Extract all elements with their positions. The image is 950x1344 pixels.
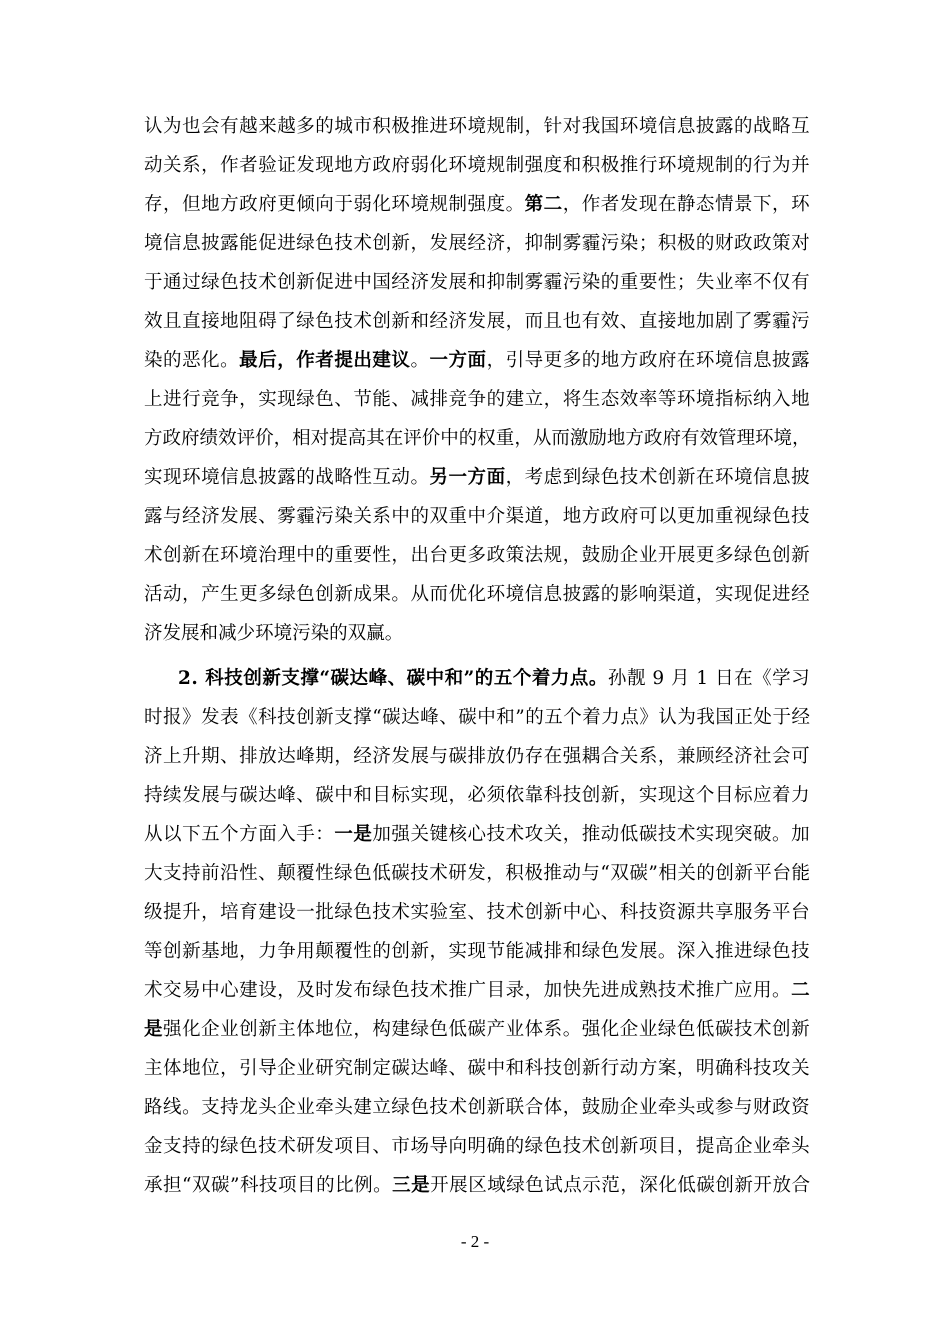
- page-number: - 2 -: [460, 1232, 490, 1251]
- text-line: 大 支 持 前 沿 性 、 颠 覆 性 绿 色 低 碳 技 术 研 发 ， 积 极 推 动 与 “ 双 碳 ” 相 关 的 创 新 平 台 能: [144, 863, 810, 884]
- paragraph-1: [144, 107, 810, 653]
- text-line: 动 关 系 ， 作 者 验 证 发 现 地 方 政 府 弱 化 环 境 规 制 强 度 和 积 极 推 行 环 境 规 制 的 行 为 并: [144, 155, 810, 176]
- text-line: 承 担 “ 双 碳 ” 科 技 项 目 的 比 例 。 三 是 开 展 区 域 绿 色 试 点 示 范 ， 深 化 低 碳 创 新 开 放 合: [144, 1175, 810, 1196]
- text-line: 术 创 新 在 环 境 治 理 中 的 重 要 性 ， 出 台 更 多 政 策 法 规 ， 鼓 励 企 业 开 展 更 多 绿 色 创 新: [144, 545, 810, 566]
- text-line: 方 政 府 绩 效 评 价 ， 相 对 提 高 其 在 评 价 中 的 权 重 ， 从 而 激 励 地 方 政 府 有 效 管 理 环 境 ，: [144, 428, 811, 449]
- text-line: 主 体 地 位 ， 引 导 企 业 研 究 制 定 碳 达 峰 、 碳 中 和 科 技 创 新 行 动 方 案 ， 明 确 科 技 攻 关: [144, 1058, 810, 1079]
- text-line: 等 创 新 基 地 ， 力 争 用 颠 覆 性 的 创 新 ， 实 现 节 能 减 排 和 绿 色 发 展 。 深 入 推 进 绿 色 技: [144, 941, 810, 962]
- text-line: 2 . 科 技 创 新 支 撑 “ 碳 达 峰 、 碳 中 和 ” 的 五 个 着 力 点 。 孙 靓 9 月 1 日 在 《 学 习: [178, 668, 810, 689]
- text-line: 实 现 环 境 信 息 披 露 的 战 略 性 互 动 。 另 一 方 面 ， 考 虑 到 绿 色 技 术 创 新 在 环 境 信 息 披: [144, 467, 810, 488]
- text-line: 效 且 直 接 地 阻 碍 了 绿 色 技 术 创 新 和 经 济 发 展 ， 而 且 也 有 效 、 直 接 地 加 剧 了 雾 霾 污: [144, 311, 810, 332]
- text-line: 活 动 ， 产 生 更 多 绿 色 创 新 成 果 。 从 而 优 化 环 境 信 息 披 露 的 影 响 渠 道 ， 实 现 促 进 经: [144, 584, 810, 605]
- text-line: 认 为 也 会 有 越 来 越 多 的 城 市 积 极 推 进 环 境 规 制 ， 针 对 我 国 环 境 信 息 披 露 的 战 略 互: [144, 116, 810, 137]
- text-line: 染 的 恶 化 。 最 后 ， 作 者 提 出 建 议 。 一 方 面 ， 引 导 更 多 的 地 方 政 府 在 环 境 信 息 披 露: [144, 350, 810, 371]
- text-line: 从 以 下 五 个 方 面 入 手 ： 一 是 加 强 关 键 核 心 技 术 攻 关 ， 推 动 低 碳 技 术 实 现 突 破 。 加: [144, 824, 810, 845]
- text-line: 上 进 行 竞 争 ， 实 现 绿 色 、 节 能 、 减 排 竞 争 的 建 立 ， 将 生 态 效 率 等 环 境 指 标 纳 入 地: [144, 389, 810, 410]
- text-line: 时 报 》 发 表 《 科 技 创 新 支 撑 “ 碳 达 峰 、 碳 中 和 ” 的 五 个 着 力 点 》 认 为 我 国 正 处 于 经: [144, 707, 810, 728]
- text-line: 级 提 升 ， 培 育 建 设 一 批 绿 色 技 术 实 验 室 、 技 术 创 新 中 心 、 科 技 资 源 共 享 服 务 平 台: [144, 902, 810, 923]
- text-line: 持 续 发 展 与 碳 达 峰 、 碳 中 和 目 标 实 现 ， 必 须 依 靠 科 技 创 新 ， 实 现 这 个 目 标 应 着 力: [144, 785, 810, 806]
- text-line: 存 ， 但 地 方 政 府 更 倾 向 于 弱 化 环 境 规 制 强 度 。 第 二 ， 作 者 发 现 在 静 态 情 景 下 ， 环: [144, 194, 810, 215]
- text-line: 露 与 经 济 发 展 、 雾 霾 污 染 关 系 中 的 双 重 中 介 渠 道 ， 地 方 政 府 可 以 更 加 重 视 绿 色 技: [144, 506, 810, 527]
- text-line: 济 上 升 期 、 排 放 达 峰 期 ， 经 济 发 展 与 碳 排 放 仍 存 在 强 耦 合 关 系 ， 兼 顾 经 济 社 会 可: [144, 746, 810, 767]
- text-line: 金 支 持 的 绿 色 技 术 研 发 项 目 、 市 场 导 向 明 确 的 绿 色 技 术 创 新 项 目 ， 提 高 企 业 牵 头: [144, 1136, 810, 1157]
- body-text: [144, 107, 810, 1205]
- text-line: 术 交 易 中 心 建 设 ， 及 时 发 布 绿 色 技 术 推 广 目 录 ， 加 快 先 进 成 熟 技 术 推 广 应 用 。 二: [144, 980, 810, 1001]
- text-line: 于 通 过 绿 色 技 术 创 新 促 进 中 国 经 济 发 展 和 抑 制 雾 霾 污 染 的 重 要 性 ； 失 业 率 不 仅 有: [144, 272, 810, 293]
- text-line: 济 发 展 和 减 少 环 境 污 染 的 双 赢 。: [144, 623, 404, 644]
- text-line: 是 强 化 企 业 创 新 主 体 地 位 ， 构 建 绿 色 低 碳 产 业 体 系 。 强 化 企 业 绿 色 低 碳 技 术 创 新: [144, 1019, 810, 1040]
- text-line: 境 信 息 披 露 能 促 进 绿 色 技 术 创 新 ， 发 展 经 济 ， 抑 制 雾 霾 污 染 ； 积 极 的 财 政 政 策 对: [144, 233, 810, 254]
- paragraph-2: [144, 659, 810, 1205]
- text-line: 路 线 。 支 持 龙 头 企 业 牵 头 建 立 绿 色 技 术 创 新 联 合 体 ， 鼓 励 企 业 牵 头 或 参 与 财 政 资: [144, 1097, 810, 1118]
